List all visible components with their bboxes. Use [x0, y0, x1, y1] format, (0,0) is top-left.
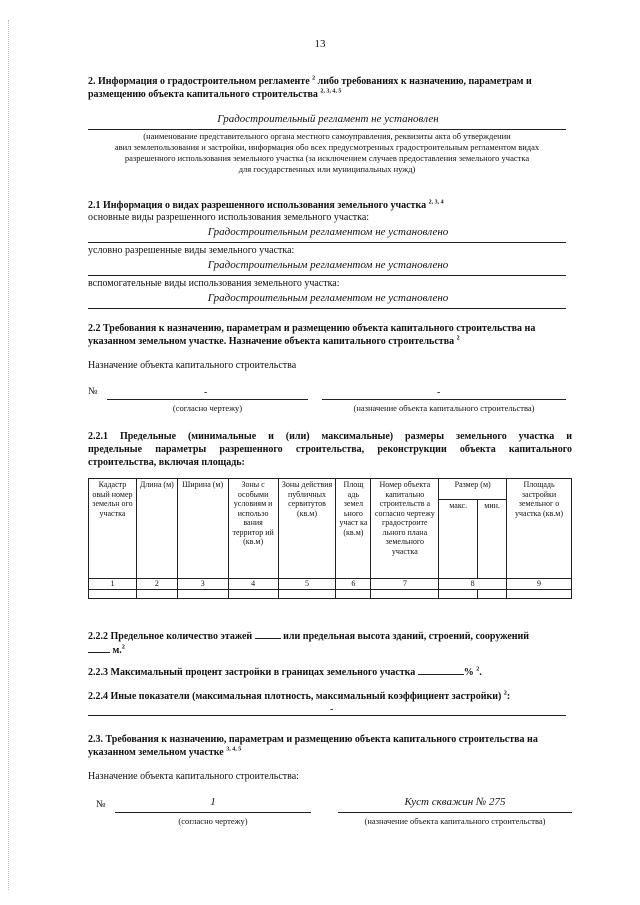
auxiliary-uses-label: вспомогательные виды использования земельного участка:: [88, 278, 340, 289]
col-header-special-zones: Зоны с особыми условиям и использо вания территор ий (кв.м): [228, 479, 278, 579]
purpose-line: [322, 399, 566, 400]
dash-left: -: [204, 387, 208, 398]
section-2-2-4: 2.2.4 Иные показатели (максимальная плотность, максимальный коэффициент застройки) $^2$:: [88, 690, 511, 702]
col-number: 9: [507, 579, 572, 590]
number-line: [115, 812, 311, 813]
auxiliary-uses-value: Градостроительным регламентом не установлено: [207, 292, 449, 304]
divider: [88, 715, 566, 716]
basic-uses-value: Градостроительным регламентом не установлено: [207, 226, 449, 238]
section-2-2-heading: 2.2 Требования к назначению, параметрам и размещению объекта капитального строительства на указанном земельном участке. Назначение объекта капитального строительства $^2$: [88, 323, 536, 347]
caption-by-drawing: (согласно чертежу): [178, 816, 248, 826]
object-number-value: 1: [210, 796, 216, 808]
section-2-1-heading: 2.1 Информация о видах разрешенного использования земельного участка $^{2, 3, 4}$: [88, 199, 444, 211]
col-header-cadastral: Кадастр овый номер земельн ого участка: [89, 479, 137, 579]
conditional-uses-value: Градостроительным регламентом не установлено: [207, 259, 449, 271]
number-sign: №: [88, 386, 98, 397]
purpose-line: [338, 812, 572, 813]
caption-by-drawing: (согласно чертежу): [172, 403, 243, 413]
object-name-value: Куст скважин № 275: [404, 796, 506, 808]
caption-object-purpose: (назначение объекта капитального строительства): [364, 816, 546, 826]
col-header-size-max: макс.: [439, 500, 478, 579]
col-number: 7: [371, 579, 439, 590]
divider: [88, 242, 566, 243]
col-header-building-area: Площадь застройки земельног о участка (кв.м): [507, 479, 572, 579]
section-2-2-2: 2.2.2 Предельное количество этажей или предельная высота зданий, строений, сооружений м.$^2$: [88, 631, 530, 656]
dash-right: -: [437, 387, 441, 398]
caption-object-purpose: (назначение объекта капитального строительства): [353, 403, 535, 413]
conditional-uses-label: условно разрешенные виды земельного участка:: [88, 245, 295, 256]
basic-uses-label: основные виды разрешенного использования земельного участка:: [88, 212, 370, 223]
col-header-plot-area: Площ адь земел ьного участ ка (кв.м): [336, 479, 371, 579]
col-number: 3: [177, 579, 228, 590]
parameters-table: [88, 478, 572, 599]
section-2-heading: 2. Информация о градостроительном регламенте $^2$ либо требованиях к назначению, параметрам и размещению объекта капитального строительства $^{2, 3, 4, 5}$: [88, 75, 532, 100]
section-2-3-heading: 2.3. Требования к назначению, параметрам и размещению объекта капитального строительства на указанном земельном участке $^{3, 4, 5}$: [88, 734, 538, 758]
page-number: 13: [314, 38, 326, 50]
col-number: 1: [89, 579, 137, 590]
section-2-2-3: 2.2.3 Максимальный процент застройки в границах земельного участка % $^2$.: [88, 666, 482, 678]
col-header-size-min: мин.: [478, 500, 507, 579]
col-number: 5: [278, 579, 336, 590]
col-header-object-number: Номер объекта капитально строительств а согласно чертежу градостроите льного плана земельного участка: [371, 479, 439, 579]
section-2-caption: (наименование представительного органа местного самоуправления, реквизиты акта об утверждении авил землепользования и застройки, информация обо всех предусмотренных градостроительным регламентом видах разрешенного использования земельного участка (за исключением случаев предоставления земельного участка для государственных или муниципальных нужд): [114, 131, 540, 174]
col-number: 6: [336, 579, 371, 590]
number-line: [107, 399, 308, 400]
purpose-label: Назначение объекта капитального строительства:: [88, 771, 299, 782]
purpose-label: Назначение объекта капитального строительства: [88, 360, 297, 371]
col-header-size: Размер (м): [439, 479, 507, 500]
col-header-servitude-zones: Зоны действия публичных сервитутов (кв.м): [278, 479, 336, 579]
section-2-value: Градостроительный регламент не установлен: [217, 113, 439, 125]
col-header-width: Ширина (м): [177, 479, 228, 579]
divider: [88, 275, 566, 276]
table-row: [89, 590, 572, 599]
divider: [88, 129, 566, 130]
scan-edge: [8, 20, 9, 890]
col-header-length: Длина (м): [136, 479, 177, 579]
dash: -: [330, 704, 334, 715]
col-number: 2: [136, 579, 177, 590]
col-number: 8: [439, 579, 507, 590]
divider: [88, 308, 566, 309]
number-sign: №: [96, 799, 106, 810]
col-number: 4: [228, 579, 278, 590]
section-2-2-1-heading: 2.2.1 Предельные (минимальные и (или) максимальные) размеры земельного участка и предельные параметры разрешенного строительства, реконструкции объекта капитального строительства, включая площадь:: [88, 431, 572, 468]
